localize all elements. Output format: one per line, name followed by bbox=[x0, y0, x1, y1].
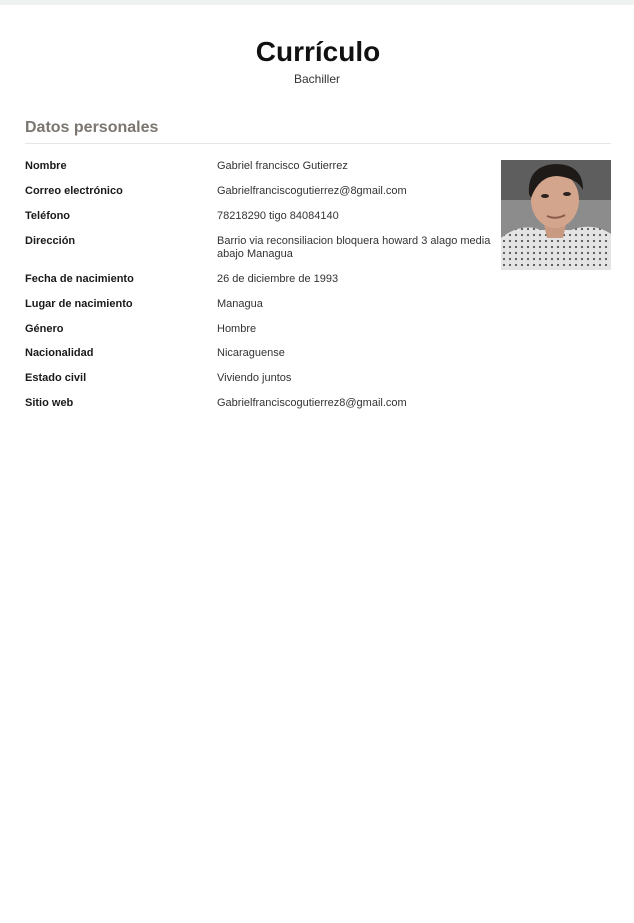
row-telefono bbox=[25, 210, 495, 235]
row-label: Estado civil bbox=[25, 372, 87, 384]
profile-photo-icon bbox=[501, 160, 611, 270]
page-title: Currículo bbox=[255, 36, 381, 67]
row-lugar-nacimiento bbox=[25, 298, 495, 323]
row-value: Nicaraguense bbox=[217, 347, 285, 359]
row-direccion bbox=[25, 235, 495, 273]
row-value: Gabriel francisco Gutierrez bbox=[217, 160, 348, 172]
page-subtitle: Bachiller bbox=[293, 72, 341, 86]
row-label: Sitio web bbox=[25, 397, 74, 409]
row-value: Managua bbox=[217, 298, 263, 310]
row-label: Género bbox=[25, 323, 64, 335]
row-label: Dirección bbox=[25, 235, 76, 247]
row-value: Hombre bbox=[217, 323, 257, 335]
row-value: 26 de diciembre de 1993 bbox=[217, 273, 339, 285]
row-value: Gabrielfranciscogutierrez@8gmail.com bbox=[217, 185, 407, 197]
row-sitio-web bbox=[25, 397, 495, 422]
row-value: Barrio via reconsiliacion bloquera howard 3 alago media abajo Managua bbox=[217, 235, 491, 260]
row-label: Correo electrónico bbox=[25, 185, 123, 197]
row-value: 78218290 tigo 84084140 bbox=[217, 210, 339, 222]
row-label: Teléfono bbox=[25, 210, 71, 222]
row-label: Fecha de nacimiento bbox=[25, 273, 134, 285]
row-label: Nombre bbox=[25, 160, 67, 172]
row-nacionalidad bbox=[25, 347, 495, 372]
row-fecha-nacimiento bbox=[25, 273, 495, 298]
section-title: Datos personales bbox=[25, 119, 159, 136]
row-genero bbox=[25, 323, 495, 347]
document-header bbox=[0, 36, 634, 86]
row-value: Viviendo juntos bbox=[217, 372, 292, 384]
row-label: Lugar de nacimiento bbox=[25, 298, 133, 310]
personal-data-list bbox=[25, 160, 495, 422]
top-strip bbox=[0, 0, 634, 5]
section-divider bbox=[25, 143, 611, 144]
row-value: Gabrielfranciscogutierrez8@gmail.com bbox=[217, 397, 407, 409]
row-estado-civil bbox=[25, 372, 495, 397]
row-label: Nacionalidad bbox=[25, 347, 94, 359]
row-correo bbox=[25, 185, 495, 210]
row-nombre bbox=[25, 160, 495, 185]
profile-photo bbox=[501, 160, 611, 270]
